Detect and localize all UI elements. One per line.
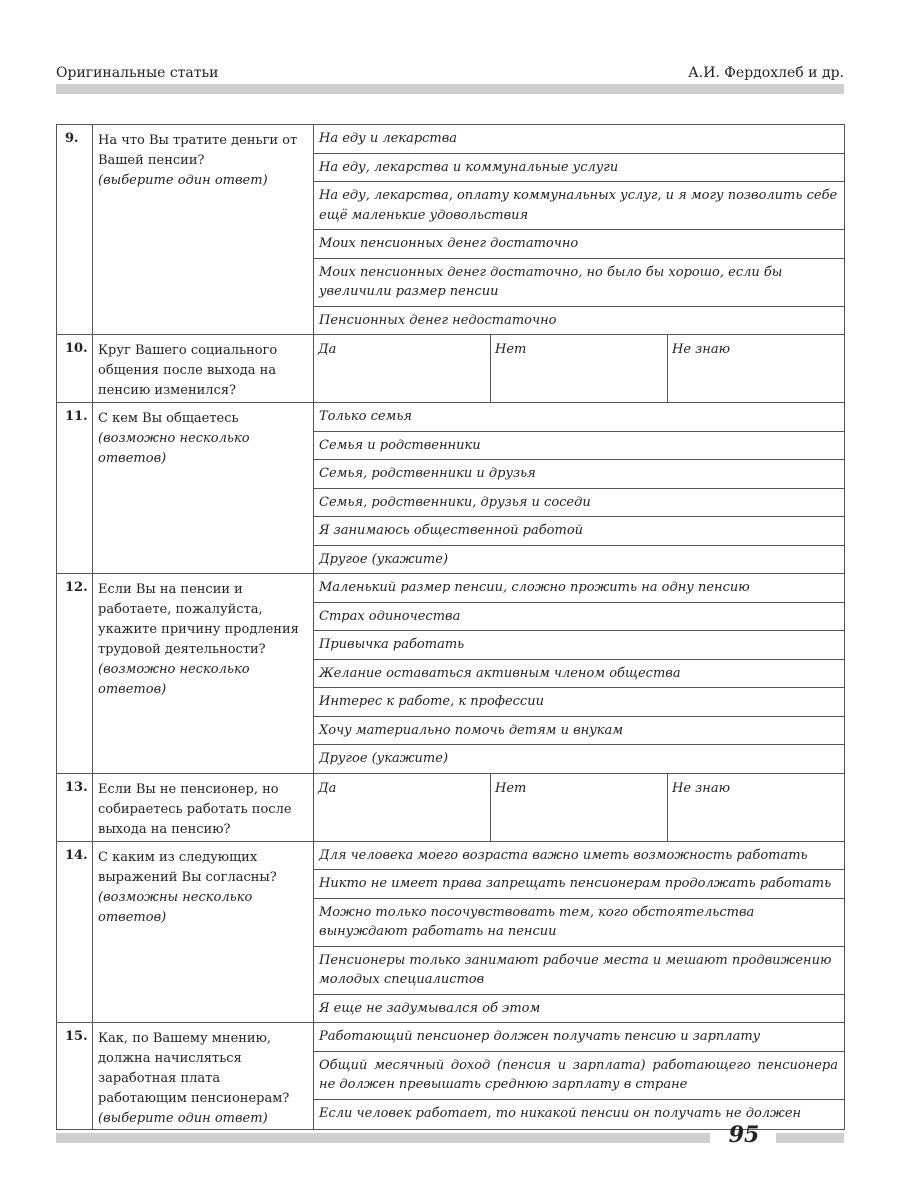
question-text bbox=[93, 1023, 314, 1130]
choice-no[interactable]: Нет bbox=[490, 774, 667, 841]
answer-option[interactable]: На еду и лекарства bbox=[319, 131, 458, 146]
authors: А.И. Фердохлеб и др. bbox=[688, 65, 844, 81]
answer-choices bbox=[314, 335, 845, 403]
answer-option[interactable]: Семья и родственники bbox=[314, 431, 844, 460]
question-text bbox=[93, 125, 314, 335]
question-note: (выберите один ответ) bbox=[98, 1111, 268, 1126]
answer-options bbox=[314, 1023, 845, 1130]
question-label: Если Вы на пенсии и работаете, пожалуйста, укажите причину продления трудовой деятельности? bbox=[98, 582, 299, 657]
choice-no[interactable]: Нет bbox=[490, 335, 667, 402]
question-text bbox=[93, 773, 314, 841]
question-label: Круг Вашего социального общения после выхода на пенсию изменился? bbox=[98, 343, 278, 398]
question-label: На что Вы тратите деньги от Вашей пенсии? bbox=[98, 133, 298, 168]
choice-dont-know[interactable]: Не знаю bbox=[667, 774, 844, 841]
answer-option[interactable]: Я занимаюсь общественной работой bbox=[314, 516, 844, 545]
section-title: Оригинальные статьи bbox=[56, 65, 219, 81]
questionnaire-table bbox=[56, 124, 845, 1130]
question-row bbox=[57, 773, 845, 841]
question-row bbox=[57, 841, 845, 1023]
question-note: (возможны несколько ответов) bbox=[98, 889, 253, 925]
choice-yes[interactable]: Да bbox=[318, 780, 337, 796]
question-row bbox=[57, 403, 845, 574]
answer-option[interactable]: Общий месячный доход (пенсия и зарплата) работающего пенсионера не должен превышать среднюю зарплату в стране bbox=[314, 1051, 844, 1099]
answer-option[interactable]: Пенсионеры только занимают рабочие места и мешают продвижению молодых специалистов bbox=[314, 946, 844, 994]
answer-option[interactable]: Маленький размер пенсии, сложно прожить на одну пенсию bbox=[319, 580, 750, 595]
question-number: 15. bbox=[57, 1023, 93, 1130]
question-text bbox=[93, 574, 314, 774]
question-row bbox=[57, 574, 845, 774]
answer-options bbox=[314, 841, 845, 1023]
question-number: 9. bbox=[57, 125, 93, 335]
answer-option[interactable]: Интерес к работе, к профессии bbox=[314, 687, 844, 716]
footer-divider-right bbox=[776, 1133, 844, 1143]
question-label: С кем Вы общаетесь bbox=[98, 411, 239, 426]
question-number: 11. bbox=[57, 403, 93, 574]
answer-option[interactable]: Семья, родственники и друзья bbox=[314, 459, 844, 488]
question-text bbox=[93, 841, 314, 1023]
answer-option[interactable]: Только семья bbox=[319, 409, 413, 424]
question-row bbox=[57, 1023, 845, 1130]
answer-option[interactable]: Привычка работать bbox=[314, 630, 844, 659]
question-label: С каким из следующих выражений Вы согласны? bbox=[98, 849, 277, 885]
question-label: Как, по Вашему мнению, должна начисляться заработная плата работающим пенсионерам? bbox=[98, 1031, 290, 1106]
answer-option[interactable]: На еду, лекарства и коммунальные услуги bbox=[314, 153, 844, 182]
question-note: (возможно несколько ответов) bbox=[98, 662, 250, 697]
answer-option[interactable]: Другое (укажите) bbox=[314, 744, 844, 773]
answer-option[interactable]: Пенсионных денег недостаточно bbox=[314, 306, 844, 335]
answer-options bbox=[314, 403, 845, 574]
question-row bbox=[57, 125, 845, 335]
question-text bbox=[93, 403, 314, 574]
answer-option[interactable]: Для человека моего возраста важно иметь возможность работать bbox=[319, 847, 808, 863]
page-number: 95 bbox=[728, 1122, 760, 1148]
question-text bbox=[93, 335, 314, 403]
question-row bbox=[57, 335, 845, 403]
choice-dont-know[interactable]: Не знаю bbox=[667, 335, 844, 402]
answer-option[interactable]: Если человек работает, то никакой пенсии он получать не должен bbox=[314, 1099, 844, 1128]
question-label: Если Вы не пенсионер, но собираетесь работать после выхода на пенсию? bbox=[98, 781, 292, 837]
answer-option[interactable]: Хочу материально помочь детям и внукам bbox=[314, 716, 844, 745]
question-note: (возможно несколько ответов) bbox=[98, 431, 250, 466]
footer-divider-left bbox=[56, 1133, 710, 1143]
answer-option[interactable]: Я еще не задумывался об этом bbox=[314, 994, 844, 1023]
running-header bbox=[56, 62, 844, 82]
answer-option[interactable]: Можно только посочувствовать тем, кого обстоятельства вынуждают работать на пенсии bbox=[314, 898, 844, 946]
answer-choices bbox=[314, 773, 845, 841]
header-divider bbox=[56, 84, 844, 94]
answer-option[interactable]: Семья, родственники, друзья и соседи bbox=[314, 488, 844, 517]
choice-yes[interactable]: Да bbox=[318, 342, 337, 357]
question-number: 14. bbox=[57, 841, 93, 1023]
answer-option[interactable]: Другое (укажите) bbox=[314, 545, 844, 574]
question-number: 13. bbox=[57, 773, 93, 841]
answer-option[interactable]: Моих пенсионных денег достаточно bbox=[314, 229, 844, 258]
answer-options bbox=[314, 574, 845, 774]
answer-option[interactable]: Страх одиночества bbox=[314, 602, 844, 631]
answer-options bbox=[314, 125, 845, 335]
question-note: (выберите один ответ) bbox=[98, 173, 268, 188]
answer-option[interactable]: Никто не имеет права запрещать пенсионерам продолжать работать bbox=[314, 869, 844, 898]
answer-option[interactable]: Желание оставаться активным членом общества bbox=[314, 659, 844, 688]
answer-option[interactable]: На еду, лекарства, оплату коммунальных услуг, и я могу позволить себе ещё маленькие удовольствия bbox=[314, 181, 844, 229]
answer-option[interactable]: Работающий пенсионер должен получать пенсию и зарплату bbox=[319, 1029, 761, 1044]
question-number: 10. bbox=[57, 335, 93, 403]
question-number: 12. bbox=[57, 574, 93, 774]
answer-option[interactable]: Моих пенсионных денег достаточно, но было бы хорошо, если бы увеличили размер пенсии bbox=[314, 258, 844, 306]
